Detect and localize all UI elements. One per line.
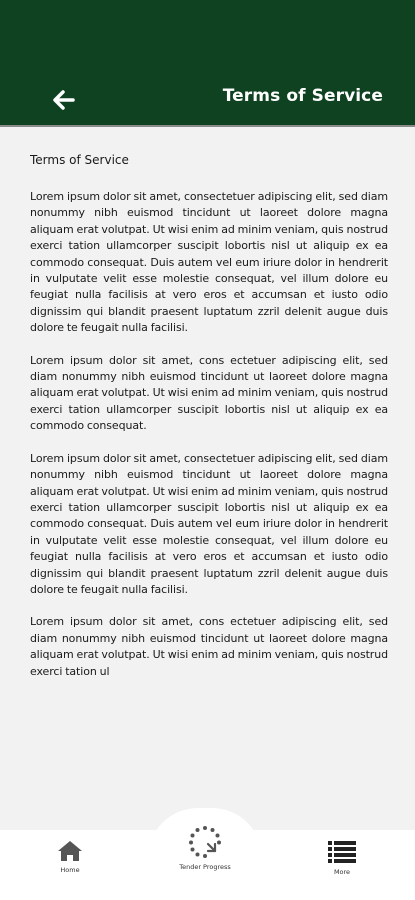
home-icon: [57, 840, 83, 862]
back-button[interactable]: [50, 86, 78, 114]
list-icon: [328, 840, 356, 864]
paragraph: Lorem ipsum dolor sit amet, cons ectetuer adipiscing elit, sed diam nonummy nibh euismod tincidunt ut laoreet dolore magna aliquam erat volutpat. Ut wisi enim ad minim veniam, quis nostrud exerci tation ul: [30, 615, 388, 678]
nav-label-more: More: [333, 868, 351, 876]
paragraph: Lorem ipsum dolor sit amet, consectetuer adipiscing elit, sed diam nonummy nibh euismod tincidunt ut laoreet dolore magna aliquam erat volutpat. Ut wisi enim ad minim veniam, quis nostrud exerci tation ullamcorper suscipit lobortis nisl ut aliquip ex ea commodo consequat. Duis autem vel eum iriure dolor in hendrerit in vulputate velit esse molestie consequat, vel illum dolore eu feugiat nulla facilisis at vero eros et accumsan et iusto odio dignissim qui blandit praesent luptatum zzril delenit augue duis dolore te feugait nulla facilisi.: [30, 451, 388, 596]
terms-content: [30, 152, 388, 750]
nav-item-home[interactable]: [50, 840, 90, 874]
paragraph: Lorem ipsum dolor sit amet, cons ectetuer adipiscing elit, sed diam nonummy nibh euismod tincidunt ut laoreet dolore magna aliquam erat volutpat. Ut wisi enim ad minim veniam, quis nostrud exerci tation ullamcorper suscipit lobortis nisl ut aliquip ex ea commodo consequat.: [30, 353, 388, 433]
app-header: [0, 0, 415, 127]
nav-item-tender-progress[interactable]: [165, 825, 245, 871]
paragraph: Lorem ipsum dolor sit amet, consectetuer adipiscing elit, sed diam nonummy nibh euismod tincidunt ut laoreet dolore magna aliquam erat volutpat. Ut wisi enim ad minim veniam, quis nostrud exerci tation ullamcorper suscipit lobortis nisl ut aliquip ex ea commodo consequat. Duis autem vel eum iriure dolor in hendrerit in vulputate velit esse molestie consequat, vel illum dolore eu feugiat nulla facilisis at vero eros et accumsan et iusto odio dignissim qui blandit praesent luptatum zzril delenit augue duis dolore te feugait nulla facilisi.: [30, 190, 388, 335]
page-title: Terms of Service: [222, 86, 383, 106]
arrow-left-icon: [53, 90, 75, 110]
progress-icon: [188, 825, 222, 859]
nav-label-tender-progress: Tender Progress: [179, 863, 231, 871]
document-title: Terms of Service: [30, 153, 129, 167]
nav-item-more[interactable]: [322, 840, 362, 876]
nav-label-home: Home: [60, 866, 80, 874]
